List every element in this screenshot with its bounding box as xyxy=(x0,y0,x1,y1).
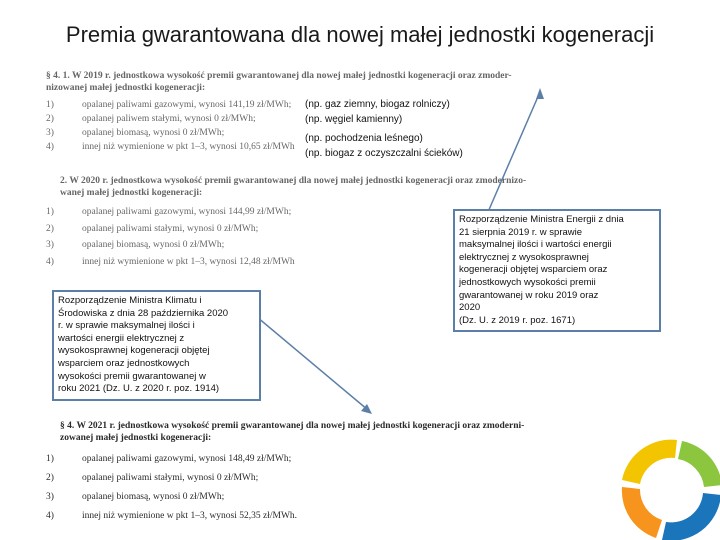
section-2020-header: 2. W 2020 r. jednostkowa wysokość premii gwarantowanej dla nowej małej jednostki kogeneracji oraz zmodernizo- wanej małej jednostki kogeneracji: xyxy=(60,176,527,198)
list-item: 2) opalanej paliwami stałymi, wynosi 0 zł/MWh; xyxy=(46,223,259,234)
section-2021-header: § 4. W 2021 r. jednostkowa wysokość premii gwarantowanej dla nowej małej jednostki kogeneracji oraz zmoderni- zowanej małej jednostki kogeneracji: xyxy=(60,421,525,443)
callout-regulation-2020: Rozporządzenie Ministra Klimatu i Środowiska z dnia 28 października 2020 r. w sprawie maksymalnej ilości i wartości energii elektrycznej z wysokosprawnej kogeneracji objętej wsparciem oraz jednostkowych wysokości premii gwarantowanej w roku 2021 (Dz. U. z 2020 r. poz. 1914) xyxy=(52,290,261,401)
note-solid: (np. węgiel kamienny) xyxy=(305,114,403,125)
list-item: 4) innej niż wymienione w pkt 1–3, wynosi 12,48 zł/MWh xyxy=(46,256,295,267)
list-item: 1) opalanej paliwami gazowymi, wynosi 148,49 zł/MWh; xyxy=(46,454,292,464)
callout-regulation-2019: Rozporządzenie Ministra Energii z dnia 21 sierpnia 2019 r. w sprawie maksymalnej ilości i wartości energii elektrycznej z wysokosprawnej kogeneracji objętej wsparciem oraz jednostkowych wysokości premii gwarantowanej w roku 2019 oraz 2020 (Dz. U. z 2019 r. poz. 1671) xyxy=(453,209,661,332)
list-item: 4) innej niż wymienione w pkt 1–3, wynosi 10,65 zł/MWh xyxy=(46,142,295,152)
note-biomass: (np. pochodzenia leśnego) xyxy=(305,133,423,144)
list-item: 3) opalanej biomasą, wynosi 0 zł/MWh; xyxy=(46,240,225,250)
logo-segment-yellow xyxy=(622,440,677,484)
section-2019-header: § 4. 1. W 2019 r. jednostkowa wysokość premii gwarantowanej dla nowej małej jednostki kogeneracji oraz zmoder- nizowanej małej jednostki kogeneracji: xyxy=(46,71,512,93)
page-title: Premia gwarantowana dla nowej małej jednostki kogeneracji xyxy=(65,22,655,47)
list-item: 1) opalanej paliwami gazowymi, wynosi 144,99 zł/MWh; xyxy=(46,207,292,217)
logo-segment-green xyxy=(678,441,720,487)
cycle-logo-icon xyxy=(622,440,720,540)
list-item: 3) opalanej biomasą, wynosi 0 zł/MWh; xyxy=(46,128,225,138)
note-gas: (np. gaz ziemny, biogaz rolniczy) xyxy=(305,99,450,110)
list-item: 4) innej niż wymienione w pkt 1–3, wynosi 52,35 zł/MWh. xyxy=(46,511,298,521)
list-item: 2) opalanej paliwem stałymi, wynosi 0 zł/MWh; xyxy=(46,114,256,124)
list-item: 1) opalanej paliwami gazowymi, wynosi 141,19 zł/MWh; xyxy=(46,100,292,110)
note-other: (np. biogaz z oczyszczalni ścieków) xyxy=(305,148,463,159)
logo-segment-orange xyxy=(622,487,662,538)
logo-segment-blue xyxy=(662,493,720,540)
list-item: 2) opalanej paliwami stałymi, wynosi 0 zł/MWh; xyxy=(46,473,259,483)
list-item: 3) opalanej biomasą, wynosi 0 zł/MWh; xyxy=(46,492,225,502)
